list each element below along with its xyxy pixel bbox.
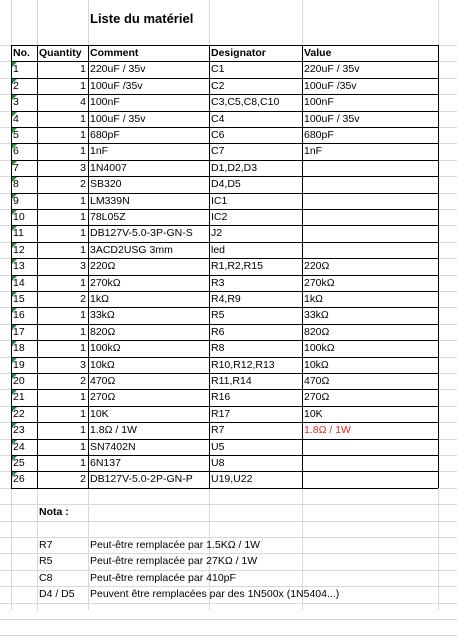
- table-border: [11, 488, 438, 489]
- table-border: [438, 45, 439, 488]
- table-cell[interactable]: C4: [211, 113, 225, 125]
- table-cell[interactable]: U5: [211, 441, 225, 453]
- table-cell[interactable]: R16: [211, 391, 231, 403]
- table-cell[interactable]: led: [211, 244, 226, 256]
- table-cell[interactable]: 1: [80, 457, 86, 469]
- table-cell[interactable]: 2: [80, 293, 86, 305]
- table-cell[interactable]: 1kΩ: [90, 293, 109, 305]
- table-cell[interactable]: 1kΩ: [304, 293, 323, 305]
- row-number[interactable]: 23: [13, 424, 25, 436]
- table-cell[interactable]: 1: [80, 211, 86, 223]
- table-cell[interactable]: [302, 225, 438, 241]
- row-number[interactable]: 7: [13, 162, 19, 174]
- table-cell[interactable]: R3: [211, 277, 225, 289]
- row-number[interactable]: 25: [13, 457, 25, 469]
- row-number[interactable]: 12: [13, 244, 25, 256]
- row-number[interactable]: 14: [13, 277, 25, 289]
- table-cell[interactable]: SB320: [90, 178, 122, 190]
- table-cell[interactable]: 1: [80, 408, 86, 420]
- table-cell[interactable]: SN7402N: [90, 441, 136, 453]
- row-number[interactable]: 20: [13, 375, 25, 387]
- table-cell[interactable]: 1.8Ω / 1W: [304, 424, 351, 436]
- row-number[interactable]: 21: [13, 391, 25, 403]
- cell-marker-icon: [12, 62, 17, 67]
- table-cell[interactable]: 1: [80, 342, 86, 354]
- table-cell[interactable]: 1: [80, 145, 86, 157]
- row-number[interactable]: 11: [13, 227, 24, 239]
- table-cell[interactable]: 3: [80, 359, 86, 371]
- cell-marker-icon: [12, 308, 17, 313]
- table-cell[interactable]: 470Ω: [304, 375, 330, 387]
- row-number[interactable]: 6: [13, 145, 19, 157]
- note-designator: R7: [39, 539, 53, 551]
- table-cell[interactable]: 820Ω: [304, 326, 330, 338]
- row-number[interactable]: 18: [13, 342, 25, 354]
- cell-marker-icon: [12, 390, 17, 395]
- table-cell[interactable]: 3: [80, 162, 86, 174]
- row-number[interactable]: 1: [13, 63, 19, 75]
- note-text: Peut-être remplacée par 1.5KΩ / 1W: [90, 539, 261, 551]
- cell-marker-icon: [12, 259, 17, 264]
- table-cell[interactable]: J2: [211, 227, 223, 239]
- cell-marker-icon: [12, 144, 17, 149]
- table-cell[interactable]: 100kΩ: [304, 342, 335, 354]
- table-cell[interactable]: [302, 471, 438, 487]
- table-cell[interactable]: C7: [211, 145, 225, 157]
- table-cell[interactable]: [302, 209, 438, 225]
- table-cell[interactable]: 1: [80, 227, 86, 239]
- table-cell[interactable]: 1: [80, 63, 86, 75]
- cell-marker-icon: [12, 243, 17, 248]
- table-cell[interactable]: R17: [211, 408, 231, 420]
- cell-marker-icon: [12, 276, 17, 281]
- cell-marker-icon: [12, 407, 17, 412]
- row-number[interactable]: 4: [13, 113, 19, 125]
- row-number[interactable]: 24: [13, 441, 25, 453]
- table-cell[interactable]: 1: [80, 277, 86, 289]
- table-cell[interactable]: [302, 193, 438, 209]
- table-cell[interactable]: C1: [211, 63, 225, 75]
- table-cell[interactable]: DB127V-5.0-2P-GN-P: [90, 473, 193, 485]
- row-number[interactable]: 3: [13, 96, 19, 108]
- table-cell[interactable]: R1,R2,R15: [211, 260, 263, 272]
- table-cell[interactable]: 2: [80, 375, 86, 387]
- table-cell[interactable]: 1nF: [90, 145, 109, 157]
- table-cell[interactable]: 680pF: [304, 129, 334, 141]
- column-header[interactable]: Comment: [90, 47, 139, 59]
- table-cell[interactable]: R10,R12,R13: [211, 359, 275, 371]
- table-cell[interactable]: 4: [80, 96, 86, 108]
- table-cell[interactable]: D1,D2,D3: [211, 162, 258, 174]
- table-cell[interactable]: 10K: [90, 408, 109, 420]
- table-cell[interactable]: 1: [80, 80, 86, 92]
- cell-marker-icon: [12, 194, 17, 199]
- cell-marker-icon: [12, 226, 17, 231]
- table-cell[interactable]: 100nF: [304, 96, 334, 108]
- table-cell[interactable]: 1: [80, 441, 86, 453]
- table-cell[interactable]: DB127V-5.0-3P-GN-S: [90, 227, 193, 239]
- row-number[interactable]: 2: [13, 80, 19, 92]
- table-cell[interactable]: R4,R9: [211, 293, 241, 305]
- cell-marker-icon: [12, 177, 17, 182]
- table-cell[interactable]: R7: [211, 424, 225, 436]
- note-designator: R5: [39, 555, 53, 567]
- table-cell[interactable]: 270kΩ: [304, 277, 335, 289]
- table-cell[interactable]: LM339N: [90, 195, 130, 207]
- table-cell[interactable]: 1: [80, 244, 86, 256]
- table-cell[interactable]: 6N137: [90, 457, 121, 469]
- table-cell[interactable]: IC1: [211, 195, 228, 207]
- note-text: Peut-être remplacée par 410pF: [90, 572, 236, 584]
- column-header[interactable]: Quantity: [39, 47, 82, 59]
- table-cell[interactable]: R11,R14: [211, 375, 252, 387]
- note-text: Peuvent être remplacées par des 1N500x (1N5404...): [90, 588, 340, 600]
- row-number[interactable]: 16: [13, 309, 25, 321]
- table-cell[interactable]: 1: [80, 113, 86, 125]
- table-cell[interactable]: [302, 242, 438, 258]
- row-number[interactable]: 15: [13, 293, 25, 305]
- note-label: Nota :: [39, 506, 69, 518]
- table-cell[interactable]: [302, 160, 438, 176]
- cell-marker-icon: [12, 210, 17, 215]
- table-cell[interactable]: 3: [80, 260, 86, 272]
- table-cell[interactable]: 680pF: [90, 129, 120, 141]
- cell-marker-icon: [12, 128, 17, 133]
- row-number[interactable]: 26: [13, 473, 25, 485]
- table-cell[interactable]: 3ACD2USG 3mm: [90, 244, 173, 256]
- table-cell[interactable]: 1.8Ω / 1W: [90, 424, 137, 436]
- gridline: [0, 619, 457, 620]
- table-cell[interactable]: 220Ω: [304, 260, 330, 272]
- table-cell[interactable]: 1: [80, 326, 86, 338]
- table-cell[interactable]: IC2: [211, 211, 228, 223]
- cell-marker-icon: [12, 440, 17, 445]
- sheet-title: Liste du matériel: [90, 11, 194, 26]
- table-cell[interactable]: 820Ω: [90, 326, 116, 338]
- table-cell[interactable]: 470Ω: [90, 375, 116, 387]
- table-cell[interactable]: C3,C5,C8,C10: [211, 96, 280, 108]
- cell-marker-icon: [12, 292, 17, 297]
- table-cell[interactable]: 78L05Z: [90, 211, 126, 223]
- table-cell[interactable]: C6: [211, 129, 225, 141]
- row-number[interactable]: 19: [13, 359, 25, 371]
- table-cell[interactable]: 220Ω: [90, 260, 116, 272]
- note-designator: D4 / D5: [39, 588, 75, 600]
- cell-marker-icon: [12, 341, 17, 346]
- row-number[interactable]: 5: [13, 129, 19, 141]
- cell-marker-icon: [12, 161, 17, 166]
- table-cell[interactable]: [302, 439, 438, 455]
- cell-marker-icon: [12, 423, 17, 428]
- table-cell[interactable]: [302, 455, 438, 471]
- row-number[interactable]: 22: [13, 408, 25, 420]
- cell-marker-icon: [12, 358, 17, 363]
- row-number[interactable]: 13: [13, 260, 25, 272]
- table-cell[interactable]: 10kΩ: [90, 359, 115, 371]
- gridline: [0, 521, 457, 522]
- table-cell[interactable]: 1: [80, 309, 86, 321]
- cell-marker-icon: [12, 374, 17, 379]
- row-number[interactable]: 8: [13, 178, 19, 190]
- table-cell[interactable]: 10K: [304, 408, 323, 420]
- note-text: Peut-être remplacée par 27KΩ / 1W: [90, 555, 258, 567]
- table-cell[interactable]: R8: [211, 342, 225, 354]
- table-cell[interactable]: 100uF /35v: [90, 80, 143, 92]
- cell-marker-icon: [12, 95, 17, 100]
- table-cell[interactable]: 1: [80, 195, 86, 207]
- table-cell[interactable]: 1N4007: [90, 162, 127, 174]
- note-designator: C8: [39, 572, 53, 584]
- table-cell[interactable]: C2: [211, 80, 225, 92]
- table-cell[interactable]: 2: [80, 473, 86, 485]
- table-cell[interactable]: U19,U22: [211, 473, 253, 485]
- row-number[interactable]: 17: [13, 326, 25, 338]
- cell-marker-icon: [12, 472, 17, 477]
- table-cell[interactable]: 270Ω: [304, 391, 330, 403]
- table-cell[interactable]: 33kΩ: [90, 309, 115, 321]
- table-cell[interactable]: U8: [211, 457, 225, 469]
- table-cell[interactable]: 1nF: [304, 145, 323, 157]
- table-cell[interactable]: 270Ω: [90, 391, 116, 403]
- table-cell[interactable]: 100kΩ: [90, 342, 121, 354]
- table-cell[interactable]: 100nF: [90, 96, 120, 108]
- table-cell[interactable]: [302, 176, 438, 192]
- table-cell[interactable]: D4,D5: [211, 178, 241, 190]
- table-cell[interactable]: 220uF / 35v: [304, 63, 360, 75]
- table-cell[interactable]: 100uF / 35v: [90, 113, 146, 125]
- table-cell[interactable]: 1: [80, 424, 86, 436]
- column-header[interactable]: Designator: [211, 47, 266, 59]
- table-cell[interactable]: 2: [80, 178, 86, 190]
- cell-marker-icon: [12, 112, 17, 117]
- table-cell[interactable]: 1: [80, 129, 86, 141]
- table-cell[interactable]: 10kΩ: [304, 359, 329, 371]
- table-cell[interactable]: 100uF / 35v: [304, 113, 360, 125]
- table-cell[interactable]: 270kΩ: [90, 277, 121, 289]
- cell-marker-icon: [12, 79, 17, 84]
- cell-marker-icon: [12, 325, 17, 330]
- table-cell[interactable]: 33kΩ: [304, 309, 329, 321]
- row-number[interactable]: 10: [13, 211, 25, 223]
- column-header[interactable]: No.: [13, 47, 30, 59]
- table-cell[interactable]: 100uF /35v: [304, 80, 357, 92]
- table-cell[interactable]: R6: [211, 326, 225, 338]
- row-number[interactable]: 9: [13, 195, 19, 207]
- cell-marker-icon: [12, 456, 17, 461]
- gridline: [0, 603, 457, 604]
- table-cell[interactable]: 220uF / 35v: [90, 63, 146, 75]
- table-cell[interactable]: R5: [211, 309, 225, 321]
- column-header[interactable]: Value: [304, 47, 332, 59]
- table-cell[interactable]: 1: [80, 391, 86, 403]
